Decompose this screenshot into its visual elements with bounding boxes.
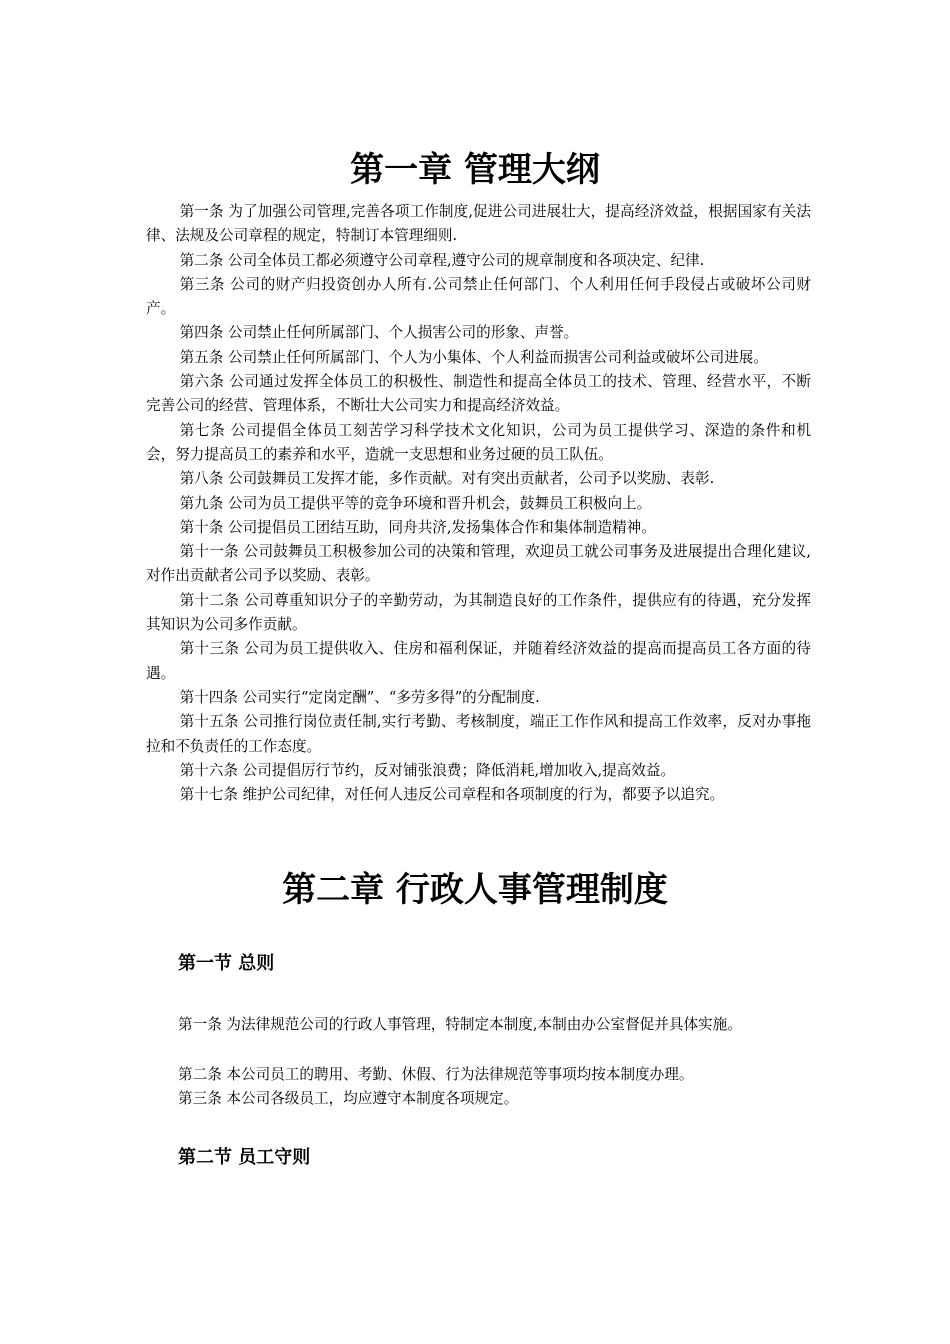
article-8: 第八条 公司鼓舞员工发挥才能，多作贡献。对有突出贡献者，公司予以奖励、表彰. [179, 470, 715, 488]
article-7: 第七条 公司提倡全体员工刻苦学习科学技术文化知识，公司为员工提供学习、深造的条件和机会，努力提高员工的素养和水平，造就一支思想和业务过硬的员工队伍。 [146, 421, 811, 463]
article-14: 第十四条 公司实行“定岗定酬”、“多劳多得”的分配制度. [179, 688, 540, 706]
section-1-title: 第一节 总则 [178, 953, 275, 974]
article-2: 第二条 公司全体员工都必须遵守公司章程,遵守公司的规章制度和各项决定、纪律. [179, 251, 705, 269]
article-6: 第六条 公司通过发挥全体员工的积极性、制造性和提高全体员工的技术、管理、经营水平，不断完善公司的经营、管理体系，不断壮大公司实力和提高经济效益。 [146, 373, 811, 415]
article-15: 第十五条 公司推行岗位责任制,实行考勤、考核制度，端正工作作风和提高工作效率，反对办事拖拉和不负责任的工作态度。 [146, 713, 811, 755]
chapter-1-title: 第一章 管理大纲 [350, 150, 600, 190]
section-1-article-2: 第二条 本公司员工的聘用、考勤、休假、行为法律规范等事项均按本制度办理。 [178, 1066, 694, 1083]
article-16: 第十六条 公司提倡厉行节约，反对铺张浪费；降低消耗,增加收入,提高效益。 [179, 761, 676, 779]
article-5: 第五条 公司禁止任何所属部门、个人为小集体、个人利益而损害公司利益或破坏公司进展。 [179, 348, 768, 366]
article-10: 第十条 公司提倡员工团结互助，同舟共济,发扬集体合作和集体制造精神。 [179, 518, 656, 536]
section-1-article-1: 第一条 为法律规范公司的行政人事管理，特制定本制度,本制由办公室督促并具体实施。 [178, 1016, 742, 1033]
article-9: 第九条 公司为员工提供平等的竞争环境和晋升机会，鼓舞员工积极向上。 [179, 494, 652, 512]
chapter-1-articles [146, 200, 811, 807]
article-12: 第十二条 公司尊重知识分子的辛勤劳动，为其制造良好的工作条件，提供应有的待遇，充分发挥其知识为公司多作贡献。 [146, 591, 811, 634]
section-1-article-3: 第三条 本公司各级员工，均应遵守本制度各项规定。 [178, 1090, 519, 1107]
article-3: 第三条 公司的财产归投资创办人所有.公司禁止任何部门、个人利用任何手段侵占或破坏公司财产。 [146, 275, 811, 318]
article-13: 第十三条 公司为员工提供收入、住房和福利保证，并随着经济效益的提高而提高员工各方面的待遇。 [146, 640, 811, 682]
article-17: 第十七条 维护公司纪律，对任何人违反公司章程和各项制度的行为，都要予以追究。 [179, 786, 725, 804]
article-11: 第十一条 公司鼓舞员工积极参加公司的决策和管理，欢迎员工就公司事务及进展提出合理化建议,对作出贡献者公司予以奖励、表彰。 [146, 543, 811, 585]
article-4: 第四条 公司禁止任何所属部门、个人损害公司的形象、声誉。 [179, 324, 579, 342]
chapter-2-title: 第二章 行政人事管理制度 [282, 870, 668, 910]
section-2-title: 第二节 员工守则 [178, 1147, 311, 1168]
article-1: 第一条 为了加强公司管理,完善各项工作制度,促进公司进展壮大，提高经济效益，根据国家有关法律、法规及公司章程的规定，特制订本管理细则. [146, 203, 811, 245]
